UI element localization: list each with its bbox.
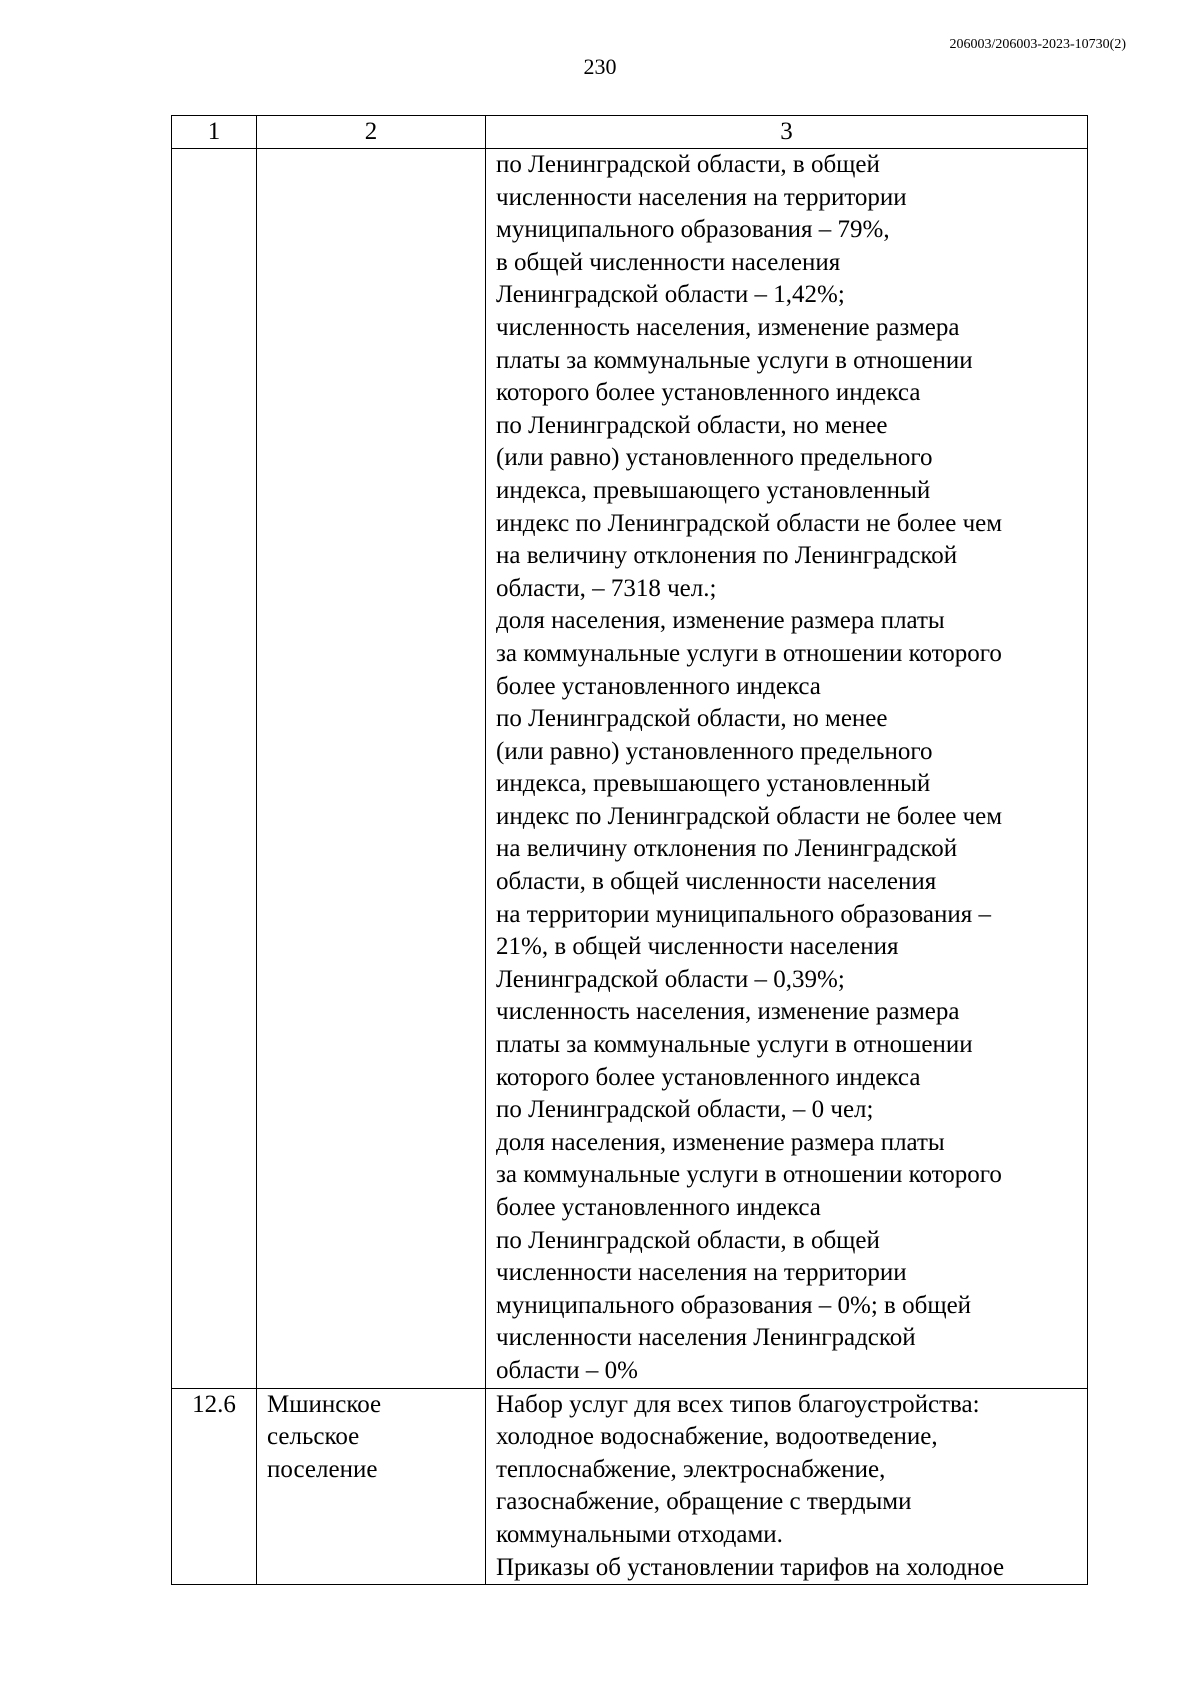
text-line: которого более установленного индекса [496,1063,921,1091]
settlement-name-line: сельское [267,1423,360,1451]
text-line: на величину отклонения по Ленинградской [496,835,958,863]
text-line: платы за коммунальные услуги в отношении [496,346,973,374]
text-line: Набор услуг для всех типов благоустройства: [496,1390,980,1418]
text-line: (или равно) установленного предельного [496,444,933,472]
table-row [172,1388,1088,1585]
text-line: по Ленинградской области, но менее [496,705,888,733]
settlement-name-line: Мшинское [267,1390,382,1418]
text-line: которого более установленного индекса [496,379,921,407]
text-line: коммунальными отходами. [496,1520,783,1548]
text-line: области, в общей численности населения [496,868,937,896]
text-line: индекс по Ленинградской области не более чем [496,509,1003,537]
row-number-cell [172,149,257,1389]
text-line: области – 0% [496,1356,638,1384]
row-text-cell [486,1388,1088,1585]
table-row [172,149,1088,1389]
text-line: по Ленинградской области, в общей [496,151,880,178]
text-line: численности населения Ленинградской [496,1324,916,1352]
text-line: холодное водоснабжение, водоотведение, [496,1423,938,1451]
text-line: по Ленинградской области, но менее [496,411,888,439]
row-text-cell [486,149,1088,1389]
text-line: за коммунальные услуги в отношении которого [496,639,1002,667]
text-line: Ленинградской области – 1,42%; [496,281,845,309]
row-name-cell [257,1388,486,1585]
text-line: муниципального образования – 0%; в общей [496,1291,972,1319]
text-line: на территории муниципального образования – [496,900,992,928]
text-line: численности населения на территории [496,183,907,211]
column-header-1: 1 [172,116,257,149]
row-number-cell: 12.6 [172,1388,257,1585]
data-table [171,115,1088,1585]
text-line: теплоснабжение, электроснабжение, [496,1455,886,1483]
text-line: муниципального образования – 79%, [496,216,890,244]
page-number: 230 [583,54,617,79]
text-line: численности населения на территории [496,1259,907,1287]
text-line: индекса, превышающего установленный [496,476,931,504]
text-line: более установленного индекса [496,1194,821,1221]
table-header-row [172,116,1088,149]
text-line: по Ленинградской области, в общей [496,1226,880,1254]
text-line: на величину отклонения по Ленинградской [496,542,958,570]
text-line: (или равно) установленного предельного [496,737,933,765]
text-line: платы за коммунальные услуги в отношении [496,1031,973,1059]
text-line: индекс по Ленинградской области не более чем [496,802,1003,830]
text-line: области, – 7318 чел.; [496,574,717,602]
text-line: численность населения, изменение размера [496,998,960,1026]
text-line: доля населения, изменение размера платы [496,607,945,635]
text-line: доля населения, изменение размера платы [496,1128,945,1156]
document-number: 206003/206003-2023-10730(2) [949,37,1126,52]
text-line: более установленного индекса [496,672,821,700]
column-header-3: 3 [486,116,1088,149]
settlement-name-line: поселение [267,1455,378,1483]
text-line: за коммунальные услуги в отношении которого [496,1161,1002,1189]
column-header-2: 2 [257,116,486,149]
text-line: численность населения, изменение размера [496,313,960,341]
text-line: Приказы об установлении тарифов на холодное [496,1553,1005,1581]
text-line: Ленинградской области – 0,39%; [496,965,845,993]
text-line: по Ленинградской области, – 0 чел; [496,1096,874,1124]
text-line: 21%, в общей численности населения [496,933,899,961]
text-line: индекса, превышающего установленный [496,770,931,798]
row-name-cell [257,149,486,1389]
text-line: газоснабжение, обращение с твердыми [496,1488,912,1516]
text-line: в общей численности населения [496,248,841,276]
